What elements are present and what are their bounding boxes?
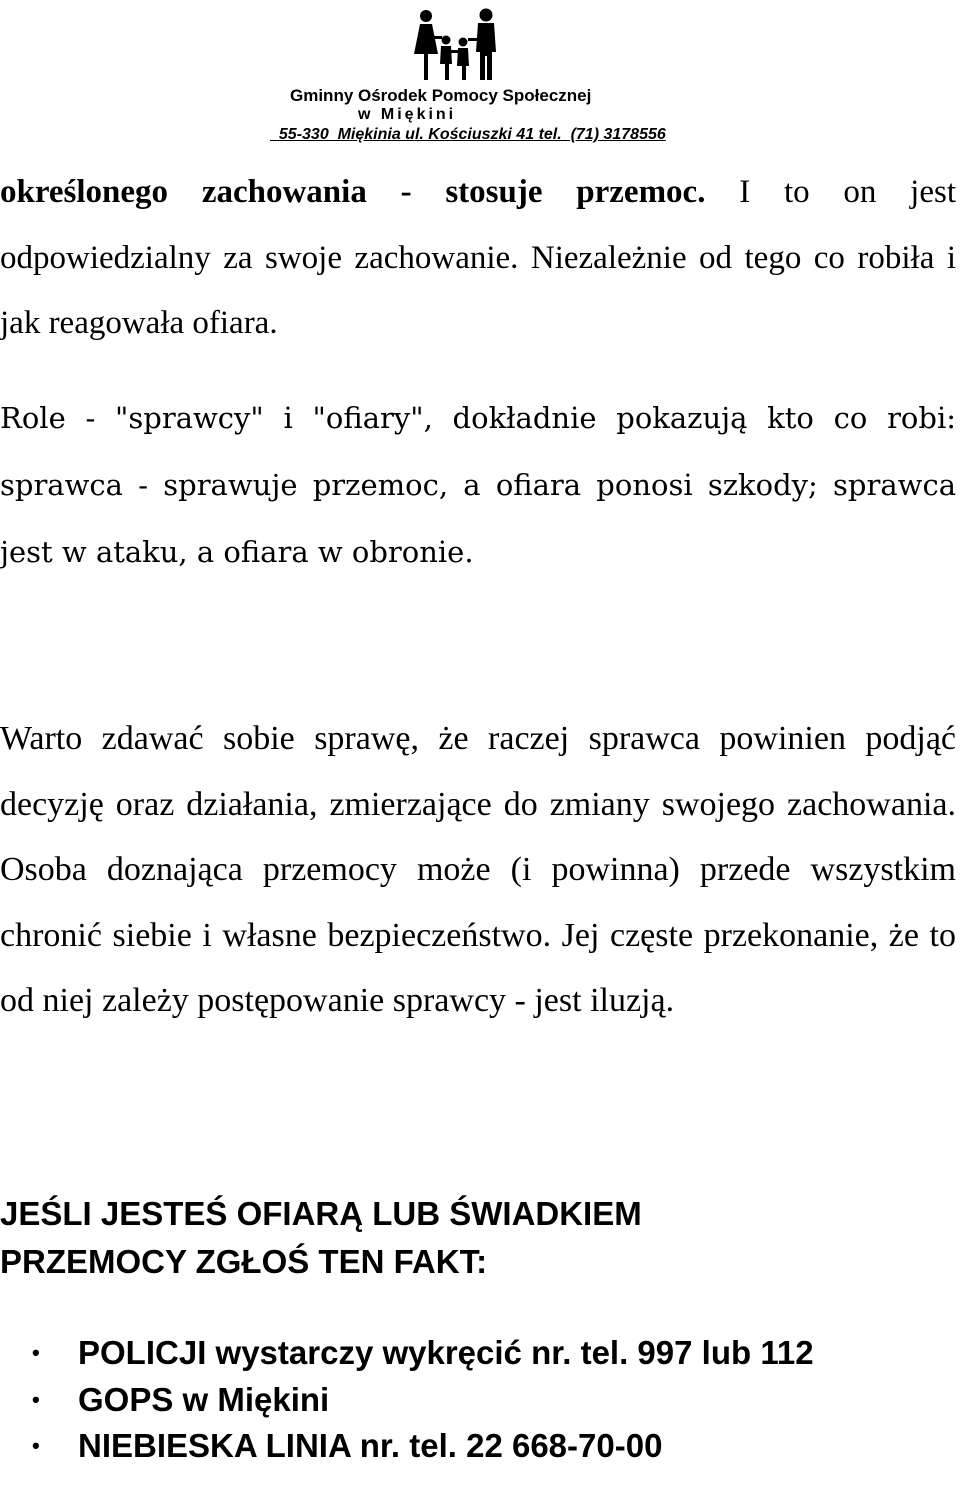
org-name: Gminny Ośrodek Pomocy Społecznej — [290, 86, 592, 105]
bullet-icon: • — [32, 1433, 40, 1458]
bullet-icon: • — [32, 1340, 40, 1365]
paragraph-illusion: Warto zdawać sobie sprawę, że raczej sprawca powinien podjąć decyzję oraz działania, zmierzające do zmiany swojego zachowania. Osoba doznająca przemocy może (i powinna) przede wszystkim chronić siebie i własne bezpieczeństwo. Jej częste przekonanie, że to od niej zależy postępowanie sprawcy - jest iluzją. — [0, 720, 956, 1019]
org-address: 55-330 Miękinia ul. Kościuszki 41 tel. (71) 3178556 — [270, 126, 666, 143]
contact-police: POLICJI wystarczy wykręcić nr. tel. 997 lub 112 — [78, 1334, 814, 1371]
heading-line-1: JEŚLI JESTEŚ OFIARĄ LUB ŚWIADKIEM — [0, 1195, 642, 1232]
org-location: w Miękini — [358, 106, 457, 123]
heading-line-2: PRZEMOCY ZGŁOŚ TEN FAKT: — [0, 1243, 488, 1280]
paragraph-roles: Role - "sprawcy" i "ofiary", dokładnie pokazują kto co robi: sprawca - sprawuje przemoc, a ofiara ponosi szkody; sprawca jest w ataku, a ofiara w obronie. — [0, 401, 956, 569]
family-silhouette-icon — [408, 6, 508, 86]
paragraph-bold-lead: określonego zachowania - stosuje przemoc. — [0, 174, 706, 210]
letterhead — [0, 0, 960, 160]
contact-gops: GOPS w Miękini — [78, 1380, 330, 1418]
contact-blue-line: NIEBIESKA LINIA nr. tel. 22 668-70-00 — [78, 1427, 663, 1464]
list-item — [0, 1330, 900, 1377]
list-item — [0, 1377, 900, 1424]
call-to-action-heading — [0, 1190, 642, 1286]
contact-list — [0, 1330, 900, 1470]
paragraph-rest: I to on jest odpowiedzialny za swoje zachowanie. Niezależnie od tego co robiła i jak reagowała ofiara. — [0, 174, 956, 341]
bullet-icon: • — [32, 1386, 40, 1412]
list-item — [0, 1423, 900, 1470]
paragraph-responsibility — [0, 160, 956, 357]
